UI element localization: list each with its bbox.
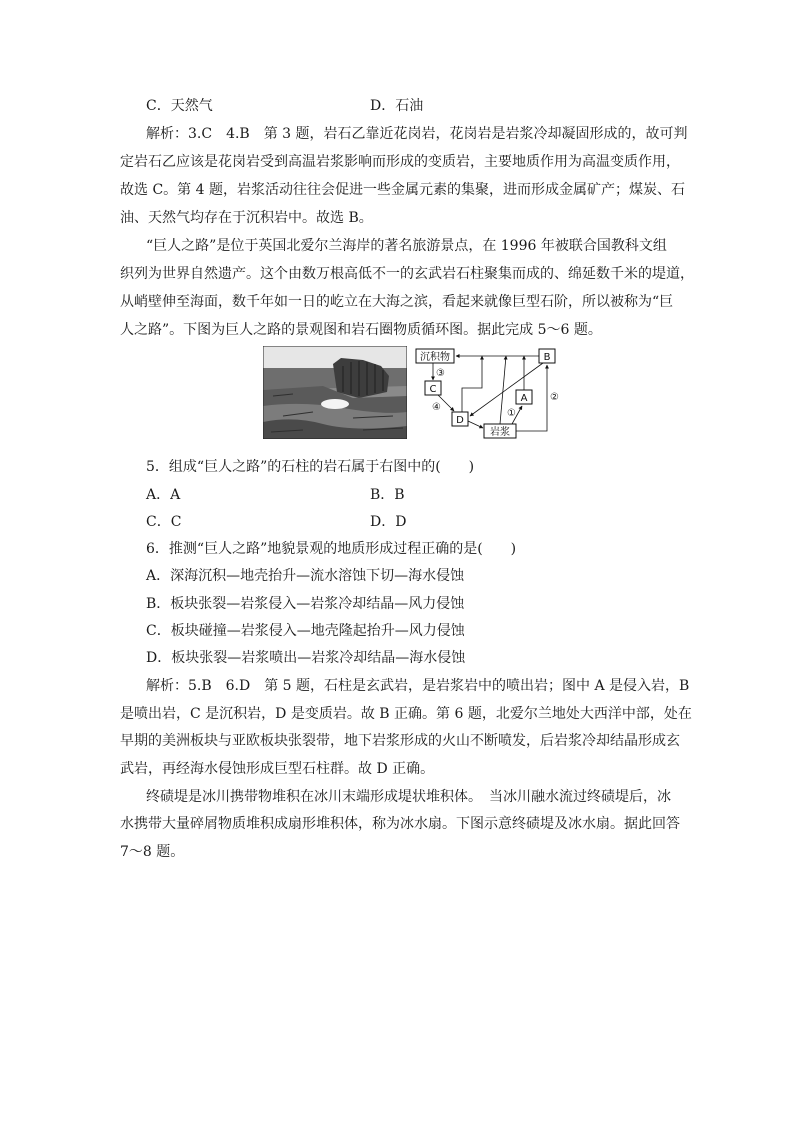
giants-causeway-photo bbox=[263, 346, 407, 439]
q6-option-b: B．板块张裂—岩浆侵入—岩浆冷却结晶—风力侵蚀 bbox=[146, 596, 465, 612]
node-a-label: A bbox=[520, 393, 528, 404]
label-4: ④ bbox=[432, 402, 441, 413]
option-d-oil bbox=[370, 96, 423, 116]
analysis-56-line-3: 早期的美洲板块与亚欧板块张裂带，地下岩浆形成的火山不断喷发，后岩浆冷却结晶形成玄 bbox=[120, 733, 680, 749]
question-5-stem: 5．组成“巨人之路”的石柱的岩石属于右图中的( ) bbox=[146, 459, 475, 475]
analysis-34-line-2: 定岩石乙应该是花岗岩受到高温岩浆影响而形成的变质岩，主要地质作用为高温变质作用， bbox=[120, 154, 680, 170]
q5-option-c: C．C bbox=[146, 514, 182, 530]
q6-option-d: D．板块张裂—岩浆喷出—岩浆冷却结晶—海水侵蚀 bbox=[146, 650, 466, 666]
label-3: ③ bbox=[436, 368, 445, 379]
analysis-34-line-4: 油、天然气均存在于沉积岩中。故选 B。 bbox=[120, 210, 373, 226]
magma-label: 岩浆 bbox=[490, 427, 510, 438]
label-1: ① bbox=[507, 408, 516, 419]
intro-56-line-3: 从峭壁伸至海面，数千年如一日的屹立在大海之滨，看起来就像巨型石阶，所以被称为“巨 bbox=[120, 294, 674, 310]
q6-option-a: A．深海沉积—地壳抬升—流水溶蚀下切—海水侵蚀 bbox=[146, 568, 465, 584]
option-text: D．石油 bbox=[370, 98, 424, 114]
analysis-56-line-1: 解析：5.B 6.D 第 5 题，石柱是玄武岩，是岩浆岩中的喷出岩；图中 A 是侵入岩，B bbox=[146, 678, 690, 694]
intro-78-line-1: 终碛堤是冰川携带物堆积在冰川末端形成堤状堆积体。 当冰川融水流过终碛堤后，冰 bbox=[146, 789, 671, 805]
intro-78-line-3: 7～8 题。 bbox=[120, 844, 185, 860]
analysis-34-line-1: 解析：3.C 4.B 第 3 题，岩石乙靠近花岗岩，花岗岩是岩浆冷却凝固形成的，故可判 bbox=[146, 126, 688, 142]
intro-56-line-4: 人之路”。下图为巨人之路的景观图和岩石圈物质循环图。据此完成 5～6 题。 bbox=[120, 322, 602, 338]
q5-option-b: B．B bbox=[370, 487, 405, 503]
analysis-34-line-3: 故选 C。第 4 题，岩浆活动往往会促进一些金属元素的集聚，进而形成金属矿产；煤炭、石 bbox=[120, 182, 685, 198]
label-2: ② bbox=[550, 392, 559, 403]
analysis-56-line-2: 是喷出岩，C 是沉积岩，D 是变质岩。故 B 正确。第 6 题，北爱尔兰地处大西洋中部，处在 bbox=[120, 706, 692, 722]
q5-option-d: D．D bbox=[370, 514, 407, 530]
intro-56-line-1: “巨人之路”是位于英国北爱尔兰海岸的著名旅游景点，在 1996 年被联合国教科文组 bbox=[146, 238, 667, 254]
q6-option-c: C．板块碰撞—岩浆侵入—地壳隆起抬升—风力侵蚀 bbox=[146, 623, 465, 639]
option-text: C．天然气 bbox=[146, 98, 213, 114]
intro-56-line-2: 织列为世界自然遗产。这个由数万根高低不一的玄武岩石柱聚集而成的、绵延数千米的堤道， bbox=[120, 266, 694, 282]
sediment-label: 沉积物 bbox=[420, 352, 450, 363]
intro-78-line-2: 水携带大量碎屑物质堆积成扇形堆积体，称为冰水扇。下图示意终碛堤及冰水扇。据此回答 bbox=[120, 816, 680, 832]
q5-option-a: A．A bbox=[146, 487, 181, 503]
rock-cycle-diagram bbox=[412, 346, 572, 442]
node-d-label: D bbox=[456, 415, 464, 426]
question-6-stem: 6．推测“巨人之路”地貌景观的地质形成过程正确的是( ) bbox=[146, 541, 517, 557]
option-c-natural-gas bbox=[146, 96, 213, 116]
node-c-label: C bbox=[429, 384, 437, 395]
analysis-56-line-4: 武岩，再经海水侵蚀形成巨型石柱群。故 D 正确。 bbox=[120, 761, 435, 777]
node-b-label: B bbox=[543, 352, 551, 363]
